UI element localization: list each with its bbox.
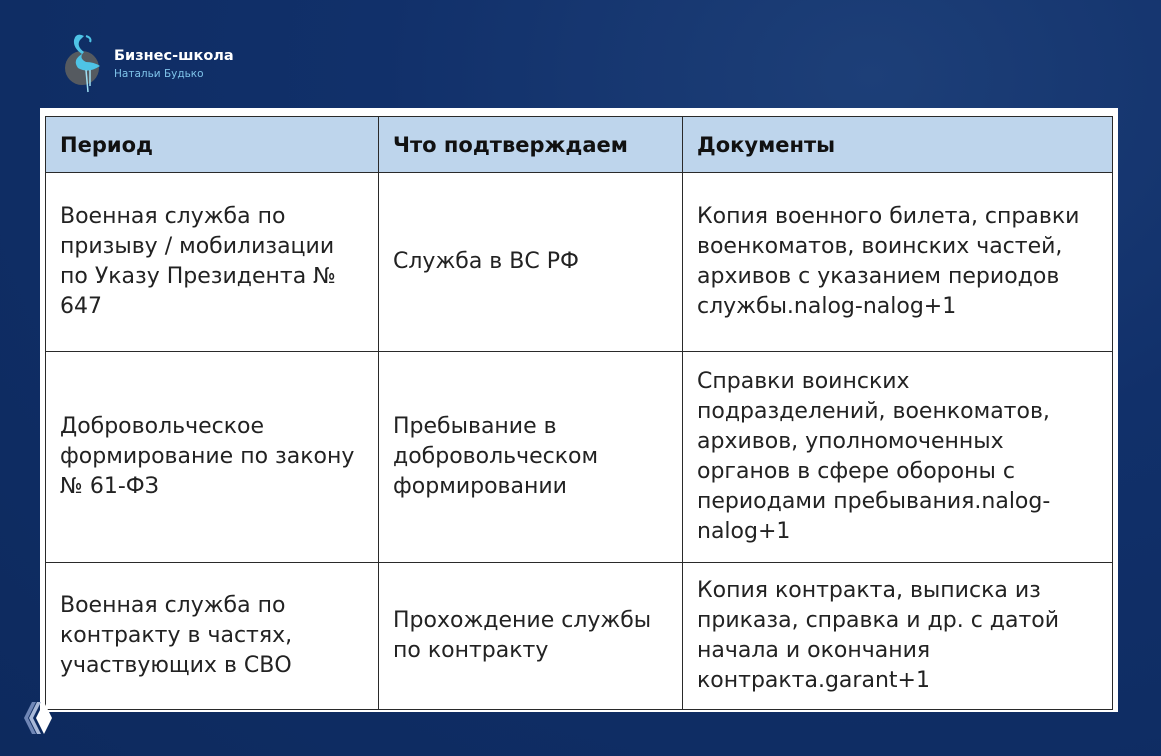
flamingo-logo-icon (62, 30, 112, 96)
cell-period: Военная служба по призыву / мобилизации по Указу Президента № 647 (46, 173, 379, 352)
cell-documents: Справки воинских подразделений, военкоматов, архивов, уполномоченных органов в сфере обороны с периодами пребывания.nalog-nalog+1 (683, 352, 1113, 563)
cell-documents: Копия контракта, выписка из приказа, справка и др. с датой начала и окончания контракта.garant+1 (683, 563, 1113, 710)
cell-what: Служба в ВС РФ (379, 173, 683, 352)
table-header-row (46, 117, 1113, 173)
header-what: Что подтверждаем (379, 117, 683, 173)
documents-table (45, 116, 1113, 710)
cell-period: Добровольческое формирование по закону № 61-ФЗ (46, 352, 379, 563)
logo-subtitle: Натальи Будько (114, 68, 204, 80)
table-row (46, 352, 1113, 563)
logo (62, 30, 262, 96)
chevron-decor-icon (22, 700, 56, 736)
cell-what: Пребывание в добровольческом формировании (379, 352, 683, 563)
header-period: Период (46, 117, 379, 173)
logo-title: Бизнес-школа (114, 48, 234, 64)
table-row (46, 563, 1113, 710)
cell-documents: Копия военного билета, справки военкоматов, воинских частей, архивов с указанием периодов службы.nalog-nalog+1 (683, 173, 1113, 352)
table-panel (40, 108, 1118, 712)
cell-what: Прохождение службы по контракту (379, 563, 683, 710)
header-documents: Документы (683, 117, 1113, 173)
cell-period: Военная служба по контракту в частях, участвующих в СВО (46, 563, 379, 710)
table-row (46, 173, 1113, 352)
